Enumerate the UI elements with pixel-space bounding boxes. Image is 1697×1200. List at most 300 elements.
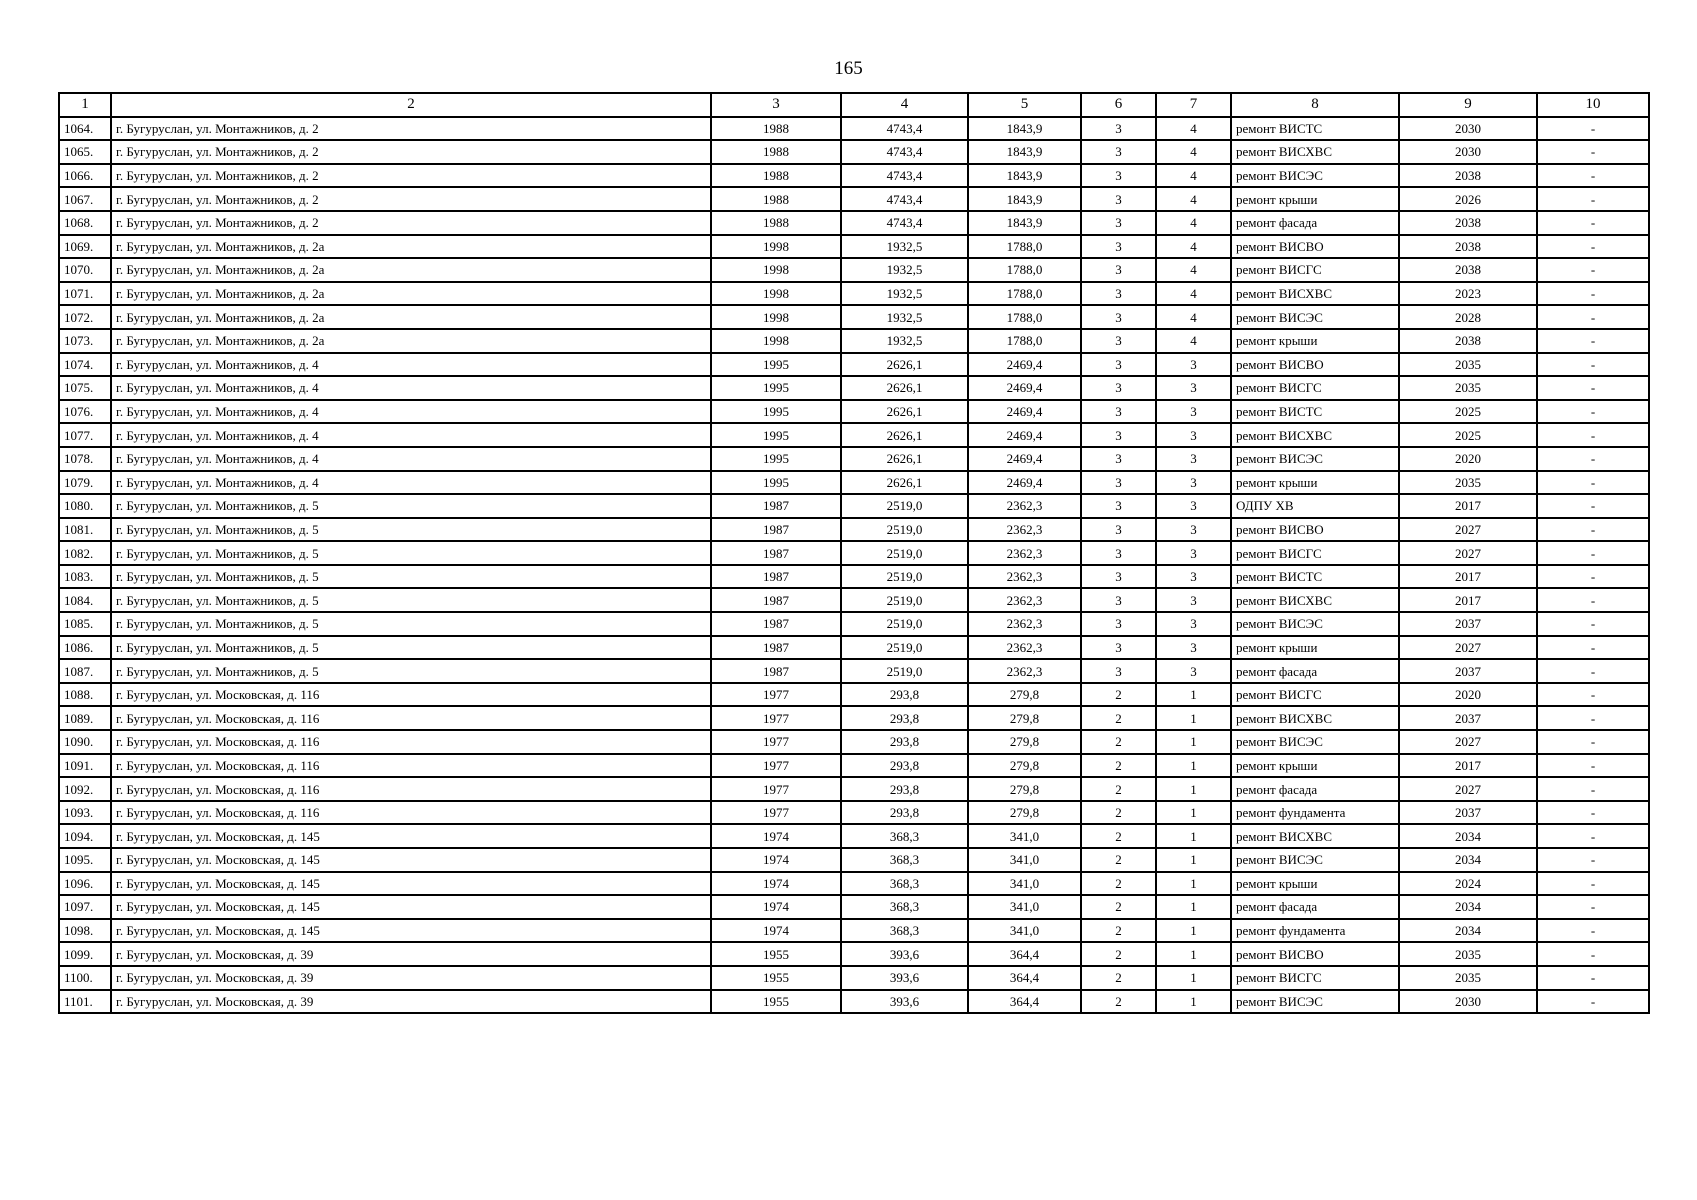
table-row	[59, 848, 1649, 872]
year-cell: 1977	[711, 801, 841, 825]
entrances-cell: 3	[1156, 400, 1231, 424]
address-cell: г. Бугуруслан, ул. Монтажников, д. 5	[111, 588, 711, 612]
total-area-cell: 2626,1	[841, 353, 968, 377]
table-row	[59, 117, 1649, 141]
year-cell: 1974	[711, 824, 841, 848]
address-cell: г. Бугуруслан, ул. Монтажников, д. 5	[111, 518, 711, 542]
work-type-cell: ремонт ВИСТС	[1231, 117, 1399, 141]
row-number-cell: 1071.	[59, 282, 111, 306]
total-area-cell: 293,8	[841, 801, 968, 825]
year-cell: 1998	[711, 329, 841, 353]
living-area-cell: 1843,9	[968, 140, 1081, 164]
floors-cell: 3	[1081, 423, 1156, 447]
planned-year-cell: 2027	[1399, 777, 1537, 801]
year-cell: 1955	[711, 990, 841, 1014]
work-type-cell: ремонт ВИСТС	[1231, 400, 1399, 424]
living-area-cell: 2469,4	[968, 471, 1081, 495]
note-cell: -	[1537, 282, 1649, 306]
planned-year-cell: 2030	[1399, 990, 1537, 1014]
table-row	[59, 423, 1649, 447]
address-cell: г. Бугуруслан, ул. Московская, д. 39	[111, 966, 711, 990]
column-header: 9	[1399, 93, 1537, 117]
note-cell: -	[1537, 164, 1649, 188]
planned-year-cell: 2030	[1399, 140, 1537, 164]
note-cell: -	[1537, 588, 1649, 612]
living-area-cell: 279,8	[968, 777, 1081, 801]
note-cell: -	[1537, 258, 1649, 282]
row-number-cell: 1078.	[59, 447, 111, 471]
year-cell: 1974	[711, 848, 841, 872]
note-cell: -	[1537, 117, 1649, 141]
total-area-cell: 4743,4	[841, 140, 968, 164]
total-area-cell: 293,8	[841, 683, 968, 707]
planned-year-cell: 2038	[1399, 235, 1537, 259]
table-row	[59, 659, 1649, 683]
column-header: 10	[1537, 93, 1649, 117]
living-area-cell: 2362,3	[968, 612, 1081, 636]
year-cell: 1977	[711, 706, 841, 730]
year-cell: 1998	[711, 235, 841, 259]
address-cell: г. Бугуруслан, ул. Монтажников, д. 2	[111, 164, 711, 188]
note-cell: -	[1537, 565, 1649, 589]
table-row	[59, 140, 1649, 164]
table-row	[59, 494, 1649, 518]
address-cell: г. Бугуруслан, ул. Московская, д. 145	[111, 872, 711, 896]
planned-year-cell: 2027	[1399, 518, 1537, 542]
address-cell: г. Бугуруслан, ул. Московская, д. 116	[111, 754, 711, 778]
total-area-cell: 393,6	[841, 966, 968, 990]
floors-cell: 2	[1081, 777, 1156, 801]
address-cell: г. Бугуруслан, ул. Монтажников, д. 4	[111, 423, 711, 447]
table-row	[59, 211, 1649, 235]
year-cell: 1977	[711, 683, 841, 707]
work-type-cell: ремонт ВИСЭС	[1231, 730, 1399, 754]
planned-year-cell: 2027	[1399, 730, 1537, 754]
planned-year-cell: 2035	[1399, 966, 1537, 990]
note-cell: -	[1537, 235, 1649, 259]
year-cell: 1987	[711, 588, 841, 612]
planned-year-cell: 2037	[1399, 801, 1537, 825]
entrances-cell: 3	[1156, 636, 1231, 660]
note-cell: -	[1537, 895, 1649, 919]
address-cell: г. Бугуруслан, ул. Московская, д. 39	[111, 942, 711, 966]
work-type-cell: ремонт ВИСВО	[1231, 353, 1399, 377]
table-row	[59, 187, 1649, 211]
row-number-cell: 1089.	[59, 706, 111, 730]
living-area-cell: 1788,0	[968, 305, 1081, 329]
entrances-cell: 4	[1156, 140, 1231, 164]
floors-cell: 3	[1081, 282, 1156, 306]
living-area-cell: 2362,3	[968, 659, 1081, 683]
total-area-cell: 2626,1	[841, 447, 968, 471]
total-area-cell: 4743,4	[841, 164, 968, 188]
entrances-cell: 1	[1156, 824, 1231, 848]
column-header: 2	[111, 93, 711, 117]
row-number-cell: 1083.	[59, 565, 111, 589]
planned-year-cell: 2017	[1399, 754, 1537, 778]
row-number-cell: 1100.	[59, 966, 111, 990]
planned-year-cell: 2035	[1399, 353, 1537, 377]
table-row	[59, 612, 1649, 636]
total-area-cell: 368,3	[841, 848, 968, 872]
entrances-cell: 3	[1156, 612, 1231, 636]
entrances-cell: 1	[1156, 872, 1231, 896]
note-cell: -	[1537, 636, 1649, 660]
note-cell: -	[1537, 659, 1649, 683]
entrances-cell: 3	[1156, 659, 1231, 683]
note-cell: -	[1537, 211, 1649, 235]
column-header: 5	[968, 93, 1081, 117]
row-number-cell: 1066.	[59, 164, 111, 188]
floors-cell: 3	[1081, 541, 1156, 565]
work-type-cell: ремонт ВИСХВС	[1231, 588, 1399, 612]
floors-cell: 3	[1081, 164, 1156, 188]
note-cell: -	[1537, 471, 1649, 495]
living-area-cell: 364,4	[968, 966, 1081, 990]
total-area-cell: 293,8	[841, 730, 968, 754]
planned-year-cell: 2020	[1399, 447, 1537, 471]
living-area-cell: 2362,3	[968, 636, 1081, 660]
living-area-cell: 2469,4	[968, 376, 1081, 400]
work-type-cell: ремонт крыши	[1231, 471, 1399, 495]
note-cell: -	[1537, 848, 1649, 872]
row-number-cell: 1099.	[59, 942, 111, 966]
entrances-cell: 1	[1156, 706, 1231, 730]
total-area-cell: 293,8	[841, 777, 968, 801]
address-cell: г. Бугуруслан, ул. Московская, д. 116	[111, 683, 711, 707]
floors-cell: 2	[1081, 754, 1156, 778]
living-area-cell: 2469,4	[968, 423, 1081, 447]
table-row	[59, 565, 1649, 589]
total-area-cell: 4743,4	[841, 187, 968, 211]
living-area-cell: 2469,4	[968, 353, 1081, 377]
row-number-cell: 1081.	[59, 518, 111, 542]
total-area-cell: 4743,4	[841, 211, 968, 235]
floors-cell: 2	[1081, 801, 1156, 825]
entrances-cell: 1	[1156, 730, 1231, 754]
registry-table	[58, 92, 1650, 1014]
table-row	[59, 754, 1649, 778]
floors-cell: 3	[1081, 494, 1156, 518]
floors-cell: 3	[1081, 353, 1156, 377]
table-row	[59, 919, 1649, 943]
address-cell: г. Бугуруслан, ул. Монтажников, д. 4	[111, 447, 711, 471]
floors-cell: 2	[1081, 824, 1156, 848]
row-number-cell: 1075.	[59, 376, 111, 400]
note-cell: -	[1537, 754, 1649, 778]
note-cell: -	[1537, 612, 1649, 636]
column-header: 6	[1081, 93, 1156, 117]
entrances-cell: 4	[1156, 117, 1231, 141]
floors-cell: 3	[1081, 518, 1156, 542]
entrances-cell: 1	[1156, 919, 1231, 943]
work-type-cell: ремонт ВИСХВС	[1231, 706, 1399, 730]
year-cell: 1988	[711, 117, 841, 141]
address-cell: г. Бугуруслан, ул. Монтажников, д. 4	[111, 376, 711, 400]
address-cell: г. Бугуруслан, ул. Московская, д. 116	[111, 730, 711, 754]
table-row	[59, 872, 1649, 896]
entrances-cell: 1	[1156, 777, 1231, 801]
work-type-cell: ремонт фасада	[1231, 659, 1399, 683]
entrances-cell: 4	[1156, 211, 1231, 235]
column-header: 8	[1231, 93, 1399, 117]
entrances-cell: 3	[1156, 423, 1231, 447]
note-cell: -	[1537, 801, 1649, 825]
total-area-cell: 2626,1	[841, 376, 968, 400]
total-area-cell: 293,8	[841, 754, 968, 778]
living-area-cell: 279,8	[968, 754, 1081, 778]
note-cell: -	[1537, 329, 1649, 353]
note-cell: -	[1537, 683, 1649, 707]
work-type-cell: ремонт фасада	[1231, 777, 1399, 801]
living-area-cell: 1843,9	[968, 211, 1081, 235]
year-cell: 1974	[711, 895, 841, 919]
work-type-cell: ремонт фундамента	[1231, 801, 1399, 825]
note-cell: -	[1537, 376, 1649, 400]
floors-cell: 3	[1081, 659, 1156, 683]
note-cell: -	[1537, 494, 1649, 518]
work-type-cell: ремонт фасада	[1231, 895, 1399, 919]
living-area-cell: 1788,0	[968, 235, 1081, 259]
entrances-cell: 4	[1156, 187, 1231, 211]
planned-year-cell: 2026	[1399, 187, 1537, 211]
year-cell: 1995	[711, 376, 841, 400]
address-cell: г. Бугуруслан, ул. Монтажников, д. 2а	[111, 235, 711, 259]
row-number-cell: 1092.	[59, 777, 111, 801]
row-number-cell: 1090.	[59, 730, 111, 754]
row-number-cell: 1080.	[59, 494, 111, 518]
address-cell: г. Бугуруслан, ул. Монтажников, д. 2а	[111, 305, 711, 329]
living-area-cell: 1788,0	[968, 258, 1081, 282]
total-area-cell: 2519,0	[841, 494, 968, 518]
work-type-cell: ремонт ВИСЭС	[1231, 612, 1399, 636]
total-area-cell: 2519,0	[841, 659, 968, 683]
floors-cell: 3	[1081, 400, 1156, 424]
entrances-cell: 3	[1156, 447, 1231, 471]
floors-cell: 3	[1081, 140, 1156, 164]
year-cell: 1987	[711, 659, 841, 683]
address-cell: г. Бугуруслан, ул. Московская, д. 39	[111, 990, 711, 1014]
floors-cell: 2	[1081, 730, 1156, 754]
address-cell: г. Бугуруслан, ул. Монтажников, д. 2а	[111, 329, 711, 353]
column-header: 4	[841, 93, 968, 117]
work-type-cell: ремонт ВИСГС	[1231, 376, 1399, 400]
year-cell: 1977	[711, 730, 841, 754]
year-cell: 1977	[711, 777, 841, 801]
work-type-cell: ремонт ВИСЭС	[1231, 447, 1399, 471]
address-cell: г. Бугуруслан, ул. Монтажников, д. 2	[111, 187, 711, 211]
living-area-cell: 2362,3	[968, 588, 1081, 612]
planned-year-cell: 2023	[1399, 282, 1537, 306]
living-area-cell: 341,0	[968, 919, 1081, 943]
floors-cell: 3	[1081, 612, 1156, 636]
year-cell: 1977	[711, 754, 841, 778]
table-row	[59, 541, 1649, 565]
note-cell: -	[1537, 447, 1649, 471]
row-number-cell: 1082.	[59, 541, 111, 565]
year-cell: 1987	[711, 565, 841, 589]
row-number-cell: 1073.	[59, 329, 111, 353]
address-cell: г. Бугуруслан, ул. Монтажников, д. 5	[111, 541, 711, 565]
address-cell: г. Бугуруслан, ул. Московская, д. 116	[111, 706, 711, 730]
address-cell: г. Бугуруслан, ул. Монтажников, д. 2	[111, 140, 711, 164]
row-number-cell: 1065.	[59, 140, 111, 164]
work-type-cell: ремонт ВИСЭС	[1231, 848, 1399, 872]
table-row	[59, 258, 1649, 282]
entrances-cell: 4	[1156, 164, 1231, 188]
table-row	[59, 895, 1649, 919]
total-area-cell: 1932,5	[841, 235, 968, 259]
planned-year-cell: 2017	[1399, 494, 1537, 518]
living-area-cell: 1788,0	[968, 329, 1081, 353]
row-number-cell: 1069.	[59, 235, 111, 259]
table-row	[59, 235, 1649, 259]
floors-cell: 3	[1081, 447, 1156, 471]
planned-year-cell: 2038	[1399, 211, 1537, 235]
living-area-cell: 1788,0	[968, 282, 1081, 306]
living-area-cell: 2469,4	[968, 400, 1081, 424]
year-cell: 1955	[711, 966, 841, 990]
work-type-cell: ремонт крыши	[1231, 329, 1399, 353]
planned-year-cell: 2037	[1399, 659, 1537, 683]
year-cell: 1995	[711, 353, 841, 377]
planned-year-cell: 2035	[1399, 471, 1537, 495]
address-cell: г. Бугуруслан, ул. Московская, д. 145	[111, 895, 711, 919]
table-row	[59, 471, 1649, 495]
address-cell: г. Бугуруслан, ул. Монтажников, д. 5	[111, 494, 711, 518]
row-number-cell: 1079.	[59, 471, 111, 495]
entrances-cell: 1	[1156, 801, 1231, 825]
note-cell: -	[1537, 919, 1649, 943]
entrances-cell: 4	[1156, 258, 1231, 282]
living-area-cell: 2362,3	[968, 518, 1081, 542]
work-type-cell: ремонт ВИСЭС	[1231, 305, 1399, 329]
table-row	[59, 376, 1649, 400]
row-number-cell: 1076.	[59, 400, 111, 424]
note-cell: -	[1537, 824, 1649, 848]
header-row	[59, 93, 1649, 117]
work-type-cell: ремонт крыши	[1231, 636, 1399, 660]
floors-cell: 3	[1081, 329, 1156, 353]
row-number-cell: 1096.	[59, 872, 111, 896]
work-type-cell: ремонт ВИСВО	[1231, 235, 1399, 259]
entrances-cell: 4	[1156, 282, 1231, 306]
entrances-cell: 1	[1156, 990, 1231, 1014]
note-cell: -	[1537, 423, 1649, 447]
year-cell: 1988	[711, 140, 841, 164]
table-row	[59, 990, 1649, 1014]
floors-cell: 2	[1081, 872, 1156, 896]
entrances-cell: 3	[1156, 588, 1231, 612]
table-row	[59, 353, 1649, 377]
work-type-cell: ремонт ВИСХВС	[1231, 282, 1399, 306]
work-type-cell: ремонт ВИСВО	[1231, 942, 1399, 966]
year-cell: 1995	[711, 423, 841, 447]
table-row	[59, 447, 1649, 471]
year-cell: 1955	[711, 942, 841, 966]
year-cell: 1995	[711, 400, 841, 424]
entrances-cell: 4	[1156, 329, 1231, 353]
address-cell: г. Бугуруслан, ул. Монтажников, д. 5	[111, 612, 711, 636]
entrances-cell: 3	[1156, 518, 1231, 542]
total-area-cell: 368,3	[841, 824, 968, 848]
year-cell: 1974	[711, 872, 841, 896]
total-area-cell: 2519,0	[841, 636, 968, 660]
planned-year-cell: 2025	[1399, 423, 1537, 447]
living-area-cell: 2469,4	[968, 447, 1081, 471]
total-area-cell: 1932,5	[841, 329, 968, 353]
year-cell: 1988	[711, 211, 841, 235]
total-area-cell: 2626,1	[841, 471, 968, 495]
entrances-cell: 3	[1156, 353, 1231, 377]
work-type-cell: ремонт ВИСГС	[1231, 683, 1399, 707]
total-area-cell: 2519,0	[841, 612, 968, 636]
note-cell: -	[1537, 966, 1649, 990]
entrances-cell: 3	[1156, 471, 1231, 495]
column-header: 1	[59, 93, 111, 117]
row-number-cell: 1077.	[59, 423, 111, 447]
address-cell: г. Бугуруслан, ул. Монтажников, д. 5	[111, 565, 711, 589]
table-row	[59, 801, 1649, 825]
year-cell: 1988	[711, 164, 841, 188]
floors-cell: 3	[1081, 636, 1156, 660]
living-area-cell: 279,8	[968, 801, 1081, 825]
living-area-cell: 279,8	[968, 683, 1081, 707]
year-cell: 1974	[711, 919, 841, 943]
floors-cell: 3	[1081, 376, 1156, 400]
row-number-cell: 1088.	[59, 683, 111, 707]
planned-year-cell: 2034	[1399, 824, 1537, 848]
planned-year-cell: 2034	[1399, 848, 1537, 872]
total-area-cell: 368,3	[841, 872, 968, 896]
entrances-cell: 3	[1156, 494, 1231, 518]
living-area-cell: 2362,3	[968, 541, 1081, 565]
floors-cell: 2	[1081, 706, 1156, 730]
entrances-cell: 1	[1156, 848, 1231, 872]
floors-cell: 3	[1081, 235, 1156, 259]
floors-cell: 2	[1081, 683, 1156, 707]
work-type-cell: ремонт ВИСГС	[1231, 258, 1399, 282]
row-number-cell: 1093.	[59, 801, 111, 825]
planned-year-cell: 2035	[1399, 376, 1537, 400]
address-cell: г. Бугуруслан, ул. Московская, д. 145	[111, 848, 711, 872]
entrances-cell: 4	[1156, 235, 1231, 259]
living-area-cell: 2362,3	[968, 494, 1081, 518]
row-number-cell: 1086.	[59, 636, 111, 660]
planned-year-cell: 2035	[1399, 942, 1537, 966]
total-area-cell: 2519,0	[841, 565, 968, 589]
note-cell: -	[1537, 187, 1649, 211]
table-row	[59, 305, 1649, 329]
planned-year-cell: 2028	[1399, 305, 1537, 329]
entrances-cell: 1	[1156, 966, 1231, 990]
living-area-cell: 364,4	[968, 990, 1081, 1014]
column-header: 7	[1156, 93, 1231, 117]
table-body	[59, 117, 1649, 1014]
planned-year-cell: 2020	[1399, 683, 1537, 707]
entrances-cell: 1	[1156, 942, 1231, 966]
page-number: 165	[834, 58, 863, 79]
column-header: 3	[711, 93, 841, 117]
address-cell: г. Бугуруслан, ул. Московская, д. 145	[111, 919, 711, 943]
work-type-cell: ремонт фундамента	[1231, 919, 1399, 943]
note-cell: -	[1537, 518, 1649, 542]
entrances-cell: 1	[1156, 754, 1231, 778]
year-cell: 1998	[711, 258, 841, 282]
living-area-cell: 1843,9	[968, 117, 1081, 141]
floors-cell: 3	[1081, 258, 1156, 282]
row-number-cell: 1064.	[59, 117, 111, 141]
